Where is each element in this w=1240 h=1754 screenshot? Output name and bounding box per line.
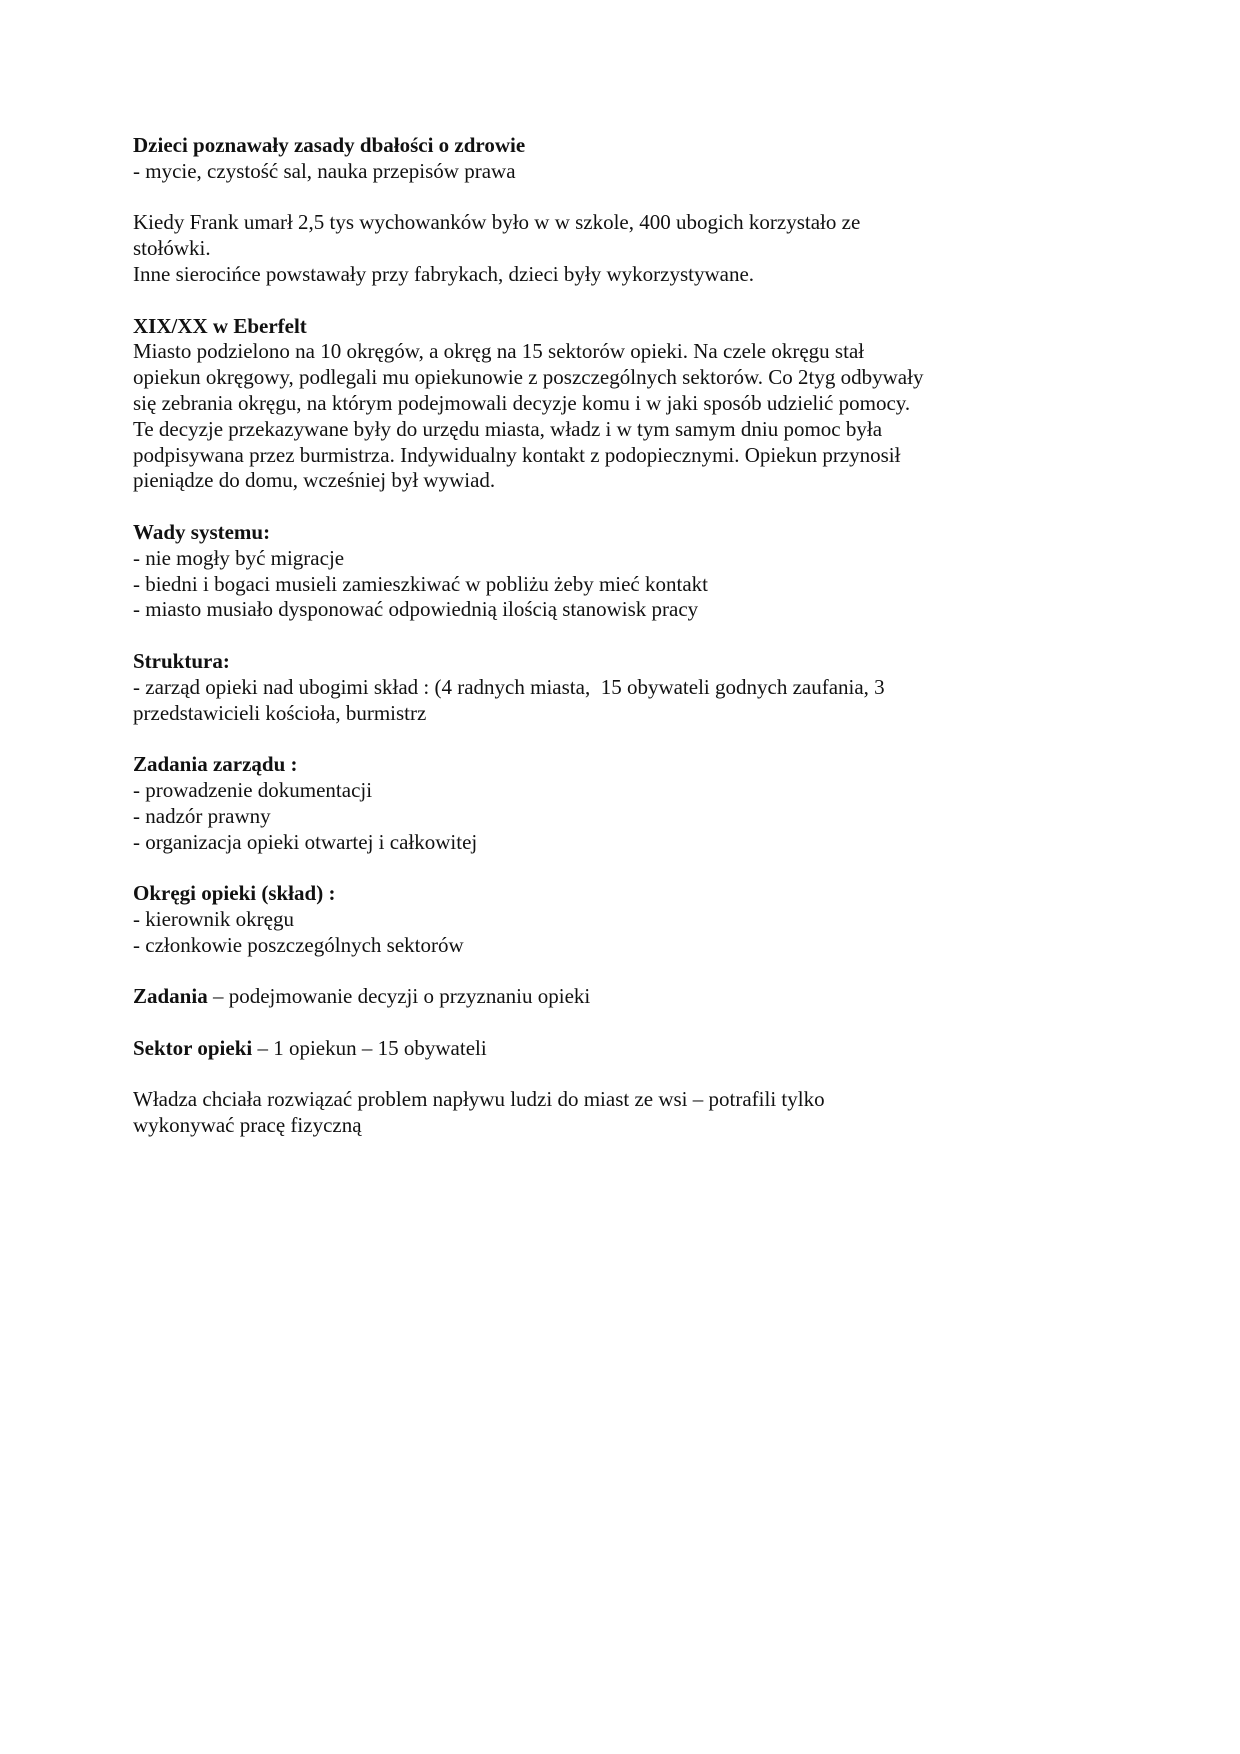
list-item: - członkowie poszczególnych sektorów: [133, 932, 464, 957]
inline-bold-term: Sektor opieki: [133, 1035, 253, 1060]
paragraph-line: Inne sierocińce powstawały przy fabrykach, dzieci były wykorzystywane.: [133, 261, 755, 286]
section-care-sector: [133, 1036, 1113, 1062]
list-item: - zarząd opieki nad ubogimi skład : (4 radnych miasta, 15 obywateli godnych zaufania, 3: [133, 674, 885, 699]
section-heading: Wady systemu:: [133, 519, 271, 544]
paragraph-line: Miasto podzielono na 10 okręgów, a okręg na 15 sektorów opieki. Na czele okręgu stał: [133, 339, 865, 364]
inline-definition: – 1 opiekun – 15 obywateli: [252, 1035, 487, 1060]
list-item: - biedni i bogaci musieli zamieszkiwać w pobliżu żeby mieć kontakt: [133, 571, 708, 596]
section-health: [133, 133, 1113, 185]
section-tasks: [133, 984, 1113, 1010]
section-frank: [133, 210, 1113, 287]
section-heading: Struktura:: [133, 648, 230, 673]
document-page: [133, 133, 1113, 1165]
paragraph-line: [133, 1036, 1113, 1062]
paragraph-line: się zebrania okręgu, na którym podejmowali decyzje komu i w jaki sposób udzielić pomocy.: [133, 390, 911, 415]
section-structure: [133, 649, 1113, 726]
section-authority: [133, 1087, 1113, 1139]
paragraph-line: Te decyzje przekazywane były do urzędu miasta, władz i w tym samym dniu pomoc była: [133, 416, 883, 441]
list-item: przedstawicieli kościoła, burmistrz: [133, 700, 427, 725]
list-item: - organizacja opieki otwartej i całkowitej: [133, 829, 478, 854]
paragraph-line: Kiedy Frank umarł 2,5 tys wychowanków było w w szkole, 400 ubogich korzystało ze: [133, 210, 861, 235]
list-item: - kierownik okręgu: [133, 906, 294, 931]
list-item: - mycie, czystość sal, nauka przepisów prawa: [133, 158, 516, 183]
paragraph-line: pieniądze do domu, wcześniej był wywiad.: [133, 468, 496, 493]
section-heading: Dzieci poznawały zasady dbałości o zdrowie: [133, 133, 526, 157]
paragraph-line: podpisywana przez burmistrza. Indywidualny kontakt z podopiecznymi. Opiekun przynosił: [133, 442, 901, 467]
section-system-flaws: [133, 520, 1113, 623]
list-item: - nadzór prawny: [133, 803, 271, 828]
section-heading: XIX/XX w Eberfelt: [133, 313, 307, 338]
paragraph-line: stołówki.: [133, 236, 211, 261]
section-board-tasks: [133, 752, 1113, 855]
section-heading: Okręgi opieki (skład) :: [133, 881, 336, 906]
inline-definition: – podejmowanie decyzji o przyznaniu opieki: [207, 984, 591, 1009]
inline-bold-term: Zadania: [133, 984, 208, 1009]
paragraph-line: [133, 984, 1113, 1010]
paragraph-line: opiekun okręgowy, podlegali mu opiekunowie z poszczególnych sektorów. Co 2tyg odbywały: [133, 365, 924, 390]
paragraph-line: Władza chciała rozwiązać problem napływu ludzi do miast ze wsi – potrafili tylko: [133, 1087, 825, 1112]
section-heading: Zadania zarządu :: [133, 752, 298, 777]
section-eberfelt: [133, 314, 1113, 495]
list-item: - prowadzenie dokumentacji: [133, 777, 373, 802]
paragraph-line: wykonywać pracę fizyczną: [133, 1113, 362, 1138]
section-care-districts: [133, 881, 1113, 958]
list-item: - miasto musiało dysponować odpowiednią ilością stanowisk pracy: [133, 597, 699, 622]
list-item: - nie mogły być migracje: [133, 545, 345, 570]
